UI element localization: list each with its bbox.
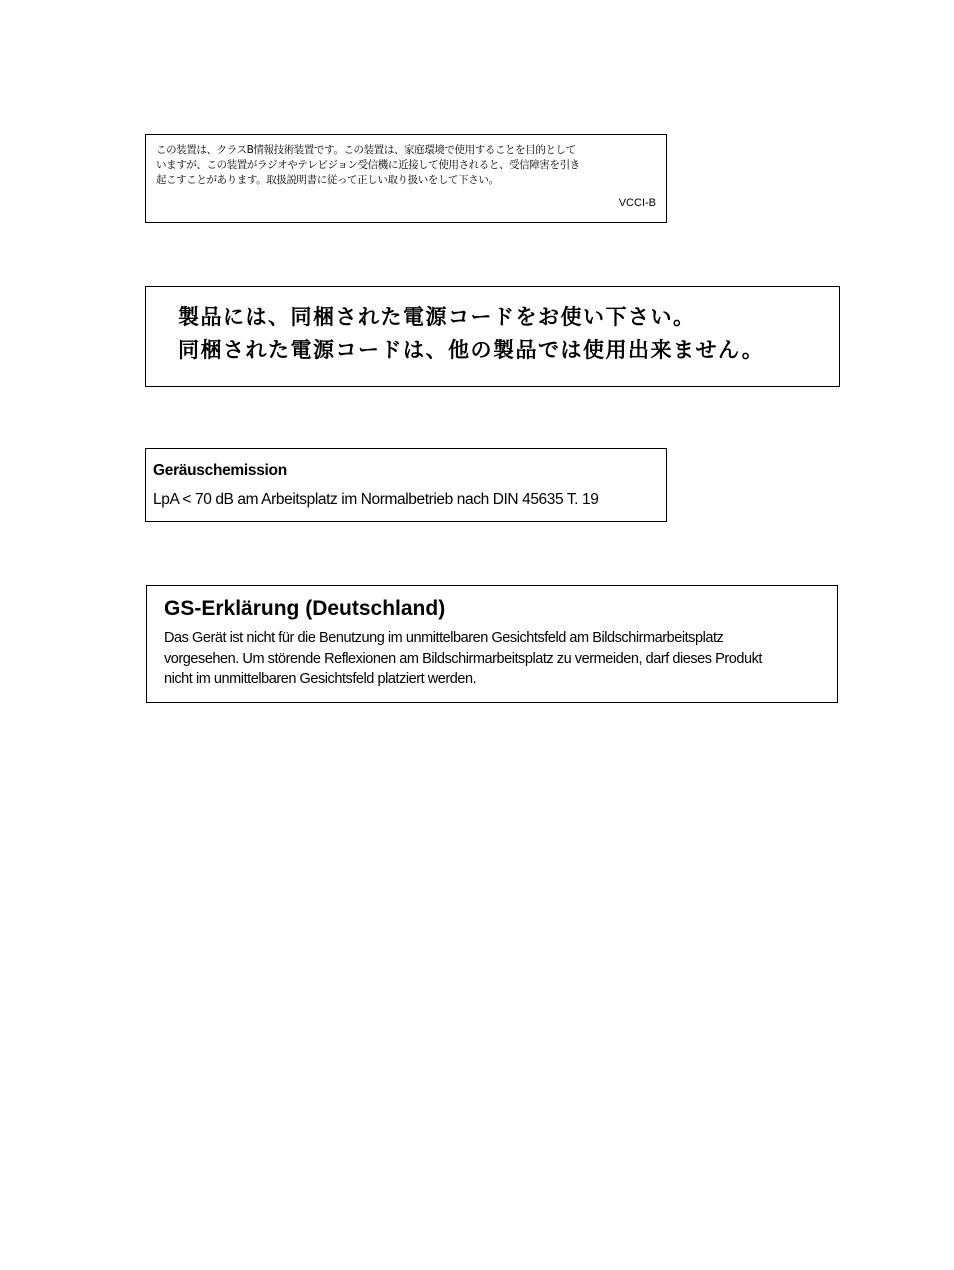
power-cord-notice-line: 同梱された電源コードは、他の製品では使用出来ません。 bbox=[178, 338, 765, 362]
noise-emission-text: LpA < 70 dB am Arbeitsplatz im Normalbetrieb nach DIN 45635 T. 19 bbox=[153, 491, 599, 508]
gs-declaration-line: Das Gerät ist nicht für die Benutzung im unmittelbaren Gesichtsfeld am Bildschirmarbeitsplatz bbox=[164, 630, 724, 646]
gs-declaration-box bbox=[146, 585, 838, 703]
noise-emission-title: Geräuschemission bbox=[153, 462, 287, 479]
vcci-notice-line: いますが、この装置がラジオやテレビジョン受信機に近接して使用されると、受信障害を引き bbox=[156, 159, 580, 171]
vcci-notice-line: 起こすことがあります。取扱説明書に従って正しい取り扱いをして下さい。 bbox=[156, 174, 499, 186]
gs-declaration-line: nicht im unmittelbaren Gesichtsfeld platziert werden. bbox=[164, 671, 477, 687]
vcci-notice-box bbox=[145, 134, 667, 223]
power-cord-notice-line: 製品には、同梱された電源コードをお使い下さい。 bbox=[178, 305, 696, 329]
noise-emission-box bbox=[145, 448, 667, 522]
gs-declaration-title: GS-Erklärung (Deutschland) bbox=[164, 597, 446, 620]
power-cord-notice-box bbox=[145, 286, 840, 387]
gs-declaration-body bbox=[164, 628, 837, 690]
gs-declaration-line: vorgesehen. Um störende Reflexionen am Bildschirmarbeitsplatz zu vermeiden, darf dieses Produkt bbox=[164, 650, 762, 667]
vcci-class-mark: VCCI-B bbox=[618, 197, 656, 209]
vcci-notice-line: この装置は、クラスB情報技術装置です。この装置は、家庭環境で使用することを目的として bbox=[156, 144, 576, 156]
